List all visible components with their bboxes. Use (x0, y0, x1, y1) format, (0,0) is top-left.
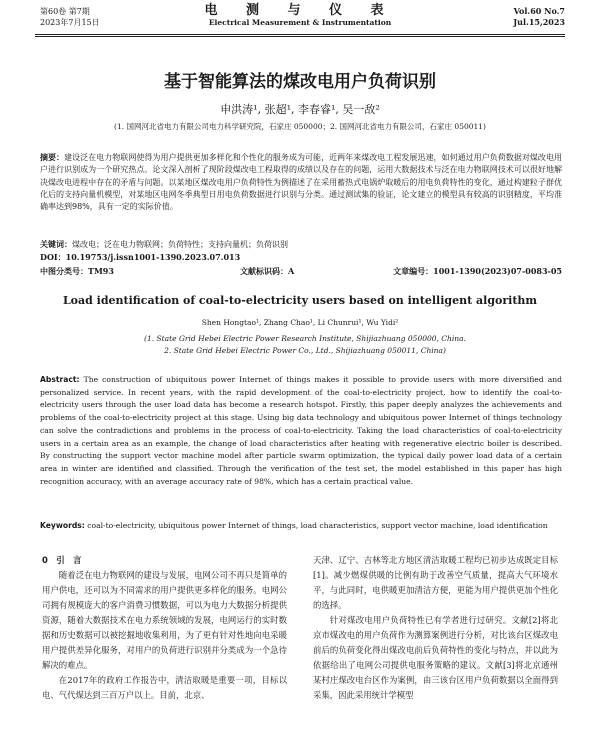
header-divider (35, 34, 565, 35)
affiliations-zh: (1. 国网河北省电力有限公司电力科学研究院，石家庄 050000；2. 国网河北省电力有限公司，石家庄 050011) (114, 122, 486, 131)
document-code: 文献标识码：A (240, 266, 295, 276)
journal-header (0, 0, 600, 34)
keywords-en-label: Keywords: (40, 521, 85, 530)
clc-number: 中图分类号：TM93 (40, 266, 114, 276)
authors-zh: 申洪涛¹, 张超¹, 李春睿¹, 吴一敌² (220, 103, 380, 116)
header-right (513, 6, 565, 28)
affiliation-en-1: (1. State Grid Hebei Electric Power Research Institute, Shijiazhuang 050000, China. (144, 334, 466, 343)
body-paragraph: 天津、辽宁、吉林等北方地区清洁取暖工程均已初步达成既定目标[1]。减少燃煤供暖的比例有助于改善空气质量，提高大气环境水平，与此同时，电供暖更加清洁方便，更能为用户提供更加个性化的选择。 (313, 555, 558, 610)
keywords-zh (40, 239, 562, 250)
keywords-en (40, 520, 562, 533)
keywords-en-text: coal-to-electricity, ubiquitous power Internet of things, load characteristics, support vector machine, load identification (87, 521, 548, 530)
journal-name-zh: 电 测 与 仪 表 (204, 3, 396, 18)
body-column-right (313, 553, 558, 703)
abstract-en (40, 374, 562, 488)
paper-title-en: Load identification of coal-to-electricity users based on intelligent algorithm (62, 294, 538, 307)
abstract-zh (40, 152, 562, 213)
body-paragraph: 在2017年的政府工作报告中，清洁取暖是重要一项，目标以电、气代煤达到三百万户以上。目前，北京、 (42, 675, 287, 700)
doi: DOI：10.19753/j.issn1001-1390.2023.07.013 (40, 252, 241, 262)
header-center (0, 5, 600, 29)
journal-name-en: Electrical Measurement & Instrumentation (208, 18, 392, 27)
date-en: Jul.15,2023 (513, 17, 565, 27)
body-paragraph: 随着泛在电力物联网的建设与发展，电网公司不再只是简单的用户供电，还可以为不同需求的用户提供更多样化的服务。电网公司拥有规模庞大的客户消费习惯数据，可以为电力大数据分析提供资源，随着大数据技术在电力系统领域的发展，电网运行的实时数据和历史数据可以被挖掘地收集利用，为了更有针对性地向电采暖用户提供差异化服务，对用户的负荷进行识别并分类成为一个急待解决的难点。 (42, 570, 287, 670)
body-column-left (42, 553, 287, 703)
body-paragraph: 针对煤改电用户负荷特性已有学者进行过研究。文献[2]将北京市煤改电的用户负荷作为测算案例进行分析，对比该台区煤改电前后的负荷变化得出煤改电前后负荷特性的变化与特点，并以此为依据给出了电网公司提供电服务策略的建议。文献[3]将北京通州某村庄煤改电台区作为案例，由三该台区用户负荷数据以全面得到采集，因此采用统计学模型 (313, 615, 558, 700)
abstract-en-text: The construction of ubiquitous power Internet of things makes it possible to provide users with more diversified and personalized service. In recent years, with the rapid development of the coal-to-electricity project, how to identify the coal-to-electricity users through the user load data has become a research hotspot. Firstly, this paper deeply analyzes the achievements and problems of the coal-to-electricity project at this stage. Using big data technology and ubiquitous power Internet of things technology can solve the contradictions and problems in the process of coal-to-electricity. Taking the load characteristics of coal-to-electricity users in a certain area as an example, the change of load characteristics after heating with regenerative electric boiler is described. By constructing the support vector machine model after particle swarm optimization, the typical daily power load data of a certain area in winter are identified and classified. Through the verification of the test set, the model established in this paper has high recognition accuracy, with an average accuracy rate of 98%, which has a certain practical value. (40, 375, 562, 486)
article-number: 文章编号：1001-1390(2023)07-0083-05 (393, 266, 562, 276)
section-heading-introduction: 0 引 言 (42, 555, 82, 565)
keywords-zh-text: 煤改电；泛在电力物联网；负荷特性；支持向量机；负荷识别 (72, 240, 288, 249)
abstract-zh-text: 建设泛在电力物联网使得为用户提供更加多样化和个性化的服务成为可能，近两年来煤改电工程发展迅速，如何通过用户负荷数据对煤改电用户进行识别成为一个研究热点。论文深入剖析了现阶段煤改电工程取得的成绩以及存在的问题，运用大数据技术与泛在电力物联网技术可以很好地解决煤改电进程中存在的矛盾与问题。以某地区煤改电用户负荷特性为例描述了在采用蓄热式电锅炉取暖后的用电负荷特性的变化，通过构建粒子群优化后的支持向量机模型，对某地区电网冬季典型日用电负荷数据进行识别与分类。通过测试集的验证，论文建立的模型具有较高的识别精度，平均准确率达到98%，具有一定的实际价值。 (40, 153, 562, 212)
volume-issue-zh: 第60卷 第7期 (40, 7, 90, 16)
abstract-zh-label: 摘要： (40, 153, 65, 162)
date-zh: 2023年7月15日 (40, 18, 100, 27)
affiliation-en-2: 2. State Grid Hebei Electric Power Co., Ltd., Shijiazhuang 050011, China) (164, 346, 446, 355)
paper-title-zh: 基于智能算法的煤改电用户负荷识别 (164, 72, 436, 92)
keywords-zh-label: 关键词： (40, 240, 72, 249)
authors-en: Shen Hongtao¹, Zhang Chao¹, Li Chunrui¹, Wu Yidi² (201, 318, 399, 327)
volume-issue-en: Vol.60 No.7 (513, 6, 565, 16)
header-divider-thin (35, 36, 565, 37)
abstract-en-label: Abstract: (40, 375, 80, 384)
affiliations-en (70, 333, 540, 357)
